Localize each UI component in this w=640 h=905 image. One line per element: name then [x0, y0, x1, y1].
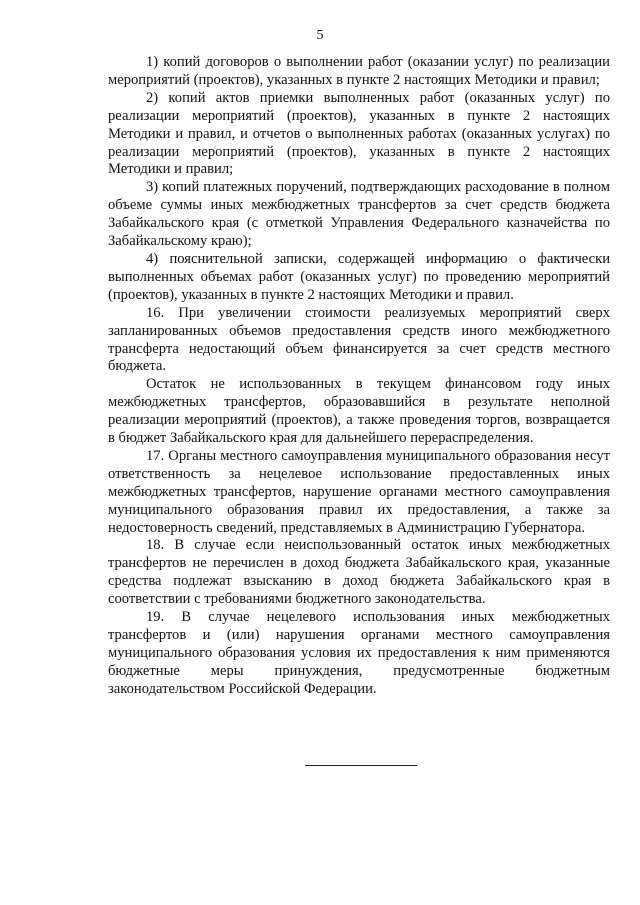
end-divider — [305, 765, 417, 766]
paragraph-item-1: 1) копий договоров о выполнении работ (оказании услуг) по реализации мероприятий (проектов), указанных в пункте 2 настоящих Методики и правил; — [108, 54, 610, 88]
paragraph-remainder: Остаток не использованных в текущем финансовом году иных межбюджетных трансфертов, образовавшийся в результате неполной реализации мероприятий (проектов), а также проведения торгов, возвращается в бюджет Забайкальского края для дальнейшего перераспределения. — [108, 376, 610, 447]
page-number: 5 — [316, 28, 324, 43]
paragraph-item-3: 3) копий платежных поручений, подтверждающих расходование в полном объеме суммы иных межбюджетных трансфертов за счет средств бюджета Забайкальского края (с отметкой Управления Федерального казначейства по Забайкальскому краю); — [108, 179, 610, 250]
paragraph-18: 18. В случае если неиспользованный остаток иных межбюджетных трансфертов не перечислен в доход бюджета Забайкальского края, указанные средства подлежат взысканию в доход бюджета Забайкальского края в соответствии с требованиями бюджетного законодательства. — [108, 537, 610, 608]
paragraph-16: 16. При увеличении стоимости реализуемых мероприятий сверх запланированных объемов предоставления средств иного межбюджетного трансферта недостающий объем финансируется за счет средств местного бюджета. — [108, 304, 610, 375]
paragraph-item-4: 4) пояснительной записки, содержащей информацию о фактически выполненных объемах работ (оказанных услуг) по проведению мероприятий (проектов), указанных в пункте 2 настоящих Методики и правил. — [108, 250, 610, 303]
paragraph-19: 19. В случае нецелевого использования иных межбюджетных трансфертов и (или) нарушения органами местного самоуправления муниципального образования условия их предоставления к ним применяются бюджетные меры принуждения, предусмотренные бюджетным законодательством Российской Федерации. — [108, 609, 610, 697]
paragraph-17: 17. Органы местного самоуправления муниципального образования несут ответственность за нецелевое использование предоставленных иных межбюджетных трансфертов, нарушение органами местного самоуправления муниципального образования правил их предоставления, а также за недостоверность сведений, представляемых в Администрацию Губернатора. — [108, 447, 610, 536]
paragraph-item-2: 2) копий актов приемки выполненных работ (оказанных услуг) по реализации мероприятий (проектов), указанных в пункте 2 настоящих Методики и правил, и отчетов о выполненных работах (оказанных услугах) по реализации мероприятий (проектов), указанных в пункте 2 настоящих Методики и правил; — [108, 89, 610, 178]
document-body — [108, 54, 610, 699]
